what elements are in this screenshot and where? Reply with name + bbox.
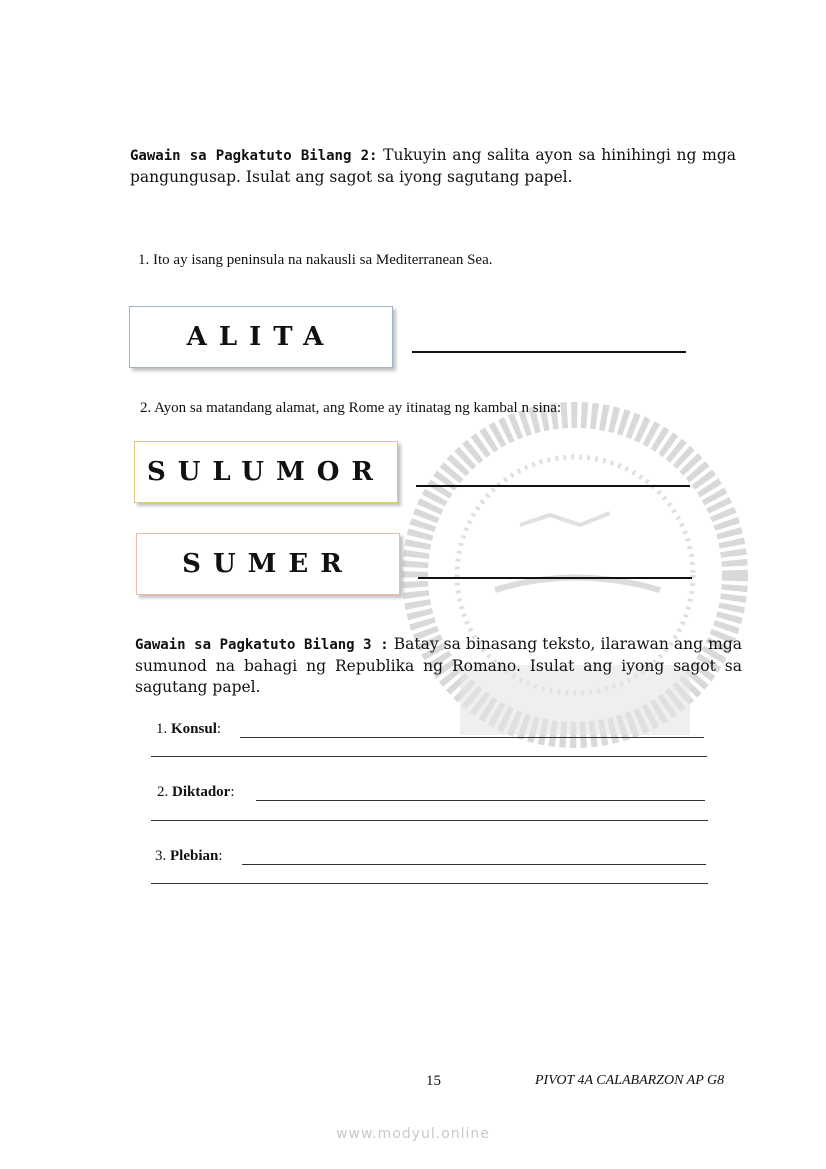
write-line-plebian-2[interactable]: [151, 883, 708, 884]
answer-line-1[interactable]: [412, 351, 686, 353]
scrambled-word-box-2: [134, 441, 398, 503]
series-label: PIVOT 4A CALABARZON AP G8: [535, 1073, 725, 1088]
activity3-instruction: Batay sa binasang teksto, ilarawan ang mga sumunod na bahagi ng Republika ng Romano. Isulat ang iyong sagot sa sagutang papel.: [135, 635, 742, 696]
write-line-plebian-1[interactable]: [242, 864, 706, 865]
page-number: 15: [426, 1073, 441, 1089]
question-1: 1. Ito ay isang peninsula na nakausli sa Mediterranean Sea.: [138, 252, 493, 268]
question-2: 2. Ayon sa matandang alamat, ang Rome ay itinatag ng kambal n sina:: [140, 400, 562, 416]
activity3-title: Gawain sa Pagkatuto Bilang 3 :: [135, 637, 389, 653]
write-line-konsul-1[interactable]: [240, 737, 704, 738]
activity2-title: Gawain sa Pagkatuto Bilang 2:: [130, 148, 378, 164]
item-diktador: 2. Diktador:: [157, 784, 235, 800]
write-line-diktador-2[interactable]: [151, 820, 708, 821]
answer-line-2[interactable]: [416, 485, 690, 487]
item-plebian: 3. Plebian:: [155, 848, 223, 864]
activity3-paragraph: [135, 634, 742, 698]
term-konsul: Konsul: [171, 721, 217, 737]
scrambled-word-box-1: [129, 306, 393, 368]
source-watermark: www.modyul.online: [336, 1126, 490, 1142]
activity2-instruction: Tukuyin ang salita ayon sa hinihingi ng mga pangungusap. Isulat ang sagot sa iyong sagutang papel.: [130, 146, 737, 186]
term-diktador: Diktador: [172, 784, 231, 800]
scrambled-word-2: SULUMOR: [146, 457, 386, 487]
scrambled-word-3: SUMER: [182, 549, 354, 579]
answer-line-3[interactable]: [418, 577, 692, 579]
seal-watermark: [400, 375, 750, 775]
scrambled-word-1: ALITA: [186, 322, 336, 352]
scrambled-word-box-3: [136, 533, 400, 595]
write-line-diktador-1[interactable]: [256, 800, 705, 801]
write-line-konsul-2[interactable]: [151, 756, 707, 757]
item-konsul: 1. Konsul:: [156, 721, 222, 737]
activity2-paragraph: [130, 145, 736, 188]
term-plebian: Plebian: [170, 848, 219, 864]
